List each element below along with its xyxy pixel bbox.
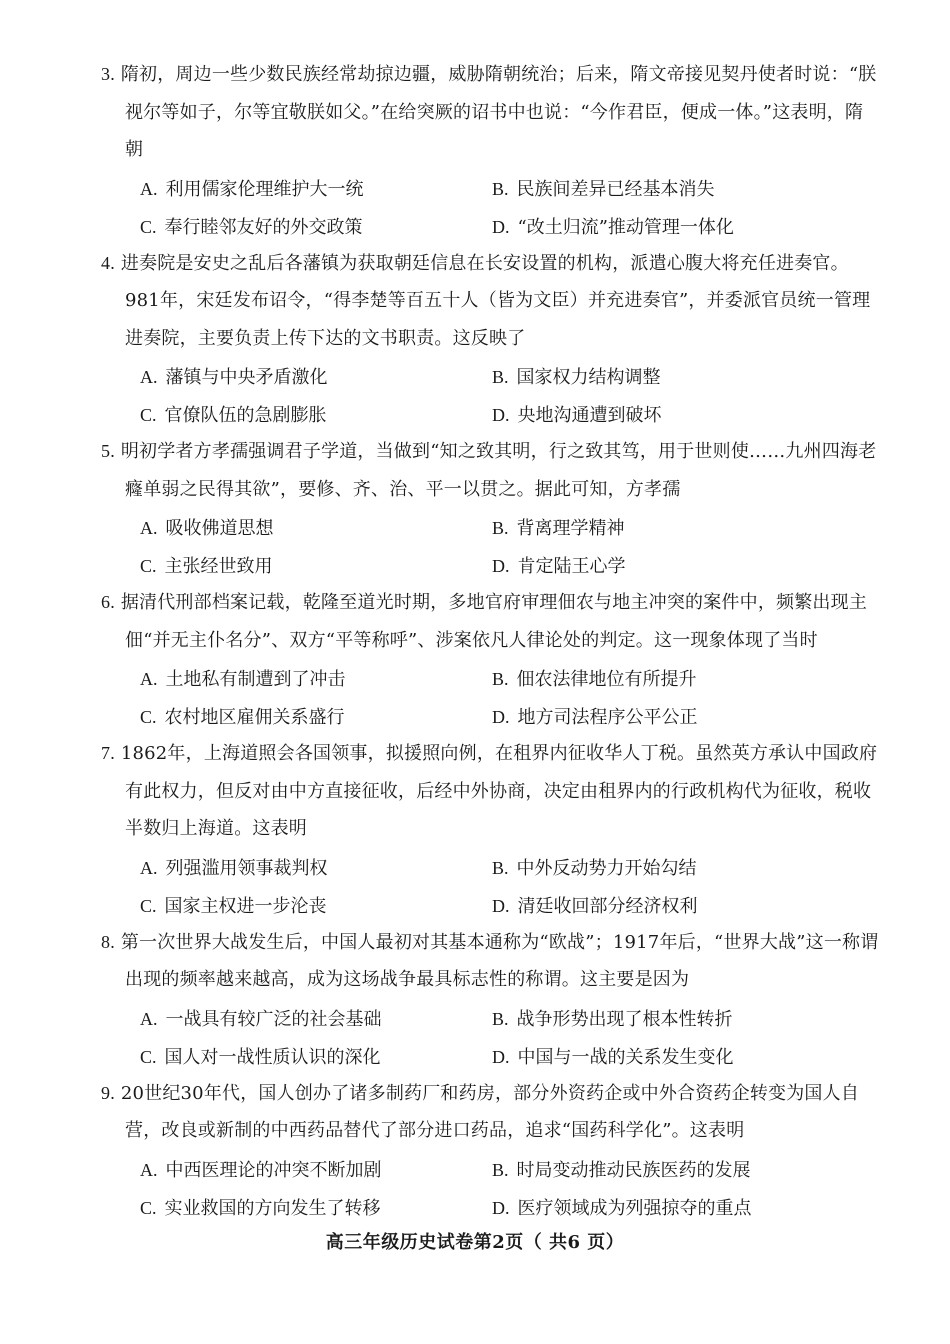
question-text: 隋初，周边一些少数民族经常劫掠边疆，威胁隋朝统治；后来，隋文帝接见契丹使者时说：“朕视尔等如子，尔等宜敬朕如父。”在给突厥的诏书中也说：“今作君臣，便成一体。”这表明，隋朝 xyxy=(120,64,877,160)
option-a xyxy=(140,175,492,201)
option-letter: D. xyxy=(492,556,510,576)
question-text: 1862年，上海道照会各国领事，拟援照向例，在租界内征收华人丁税。虽然英方承认中国政府有此权力，但反对由中方直接征收，后经中外协商，决定由租界内的行政机构代为征收，税收半数归上海道。这表明 xyxy=(120,743,878,839)
option-row xyxy=(140,508,900,546)
option-d xyxy=(492,401,844,427)
option-letter: B. xyxy=(492,367,509,387)
question-stem xyxy=(101,245,880,358)
option-text: 清廷收回部分经济权利 xyxy=(517,895,698,917)
option-row xyxy=(140,546,900,584)
question-stem xyxy=(101,924,880,999)
option-b xyxy=(492,514,844,540)
option-letter: B. xyxy=(492,518,509,538)
option-c xyxy=(140,703,492,729)
option-letter: C. xyxy=(140,895,157,916)
option-b xyxy=(492,665,844,691)
question-7 xyxy=(0,735,950,924)
option-list xyxy=(140,1150,900,1226)
option-text: 官僚队伍的急剧膨胀 xyxy=(164,405,327,426)
question-4 xyxy=(0,245,950,434)
option-d xyxy=(492,1194,844,1220)
option-a xyxy=(140,1005,492,1031)
question-list xyxy=(0,56,950,1226)
option-d xyxy=(492,552,844,578)
question-number: 5. xyxy=(101,441,115,461)
option-text: 医疗领域成为列强掠夺的重点 xyxy=(517,1197,752,1219)
option-c xyxy=(140,552,492,578)
option-letter: C. xyxy=(140,216,157,237)
option-row xyxy=(140,886,900,924)
option-list xyxy=(140,508,900,584)
option-text: 佃农法律地位有所提升 xyxy=(516,669,697,690)
question-3 xyxy=(0,56,950,245)
option-letter: A. xyxy=(140,669,158,689)
option-letter: D. xyxy=(492,707,510,727)
option-letter: D. xyxy=(492,1046,510,1067)
option-text: 列强滥用领事裁判权 xyxy=(165,857,328,879)
option-text: 国家权力结构调整 xyxy=(516,367,661,388)
option-text: 奉行睦邻友好的外交政策 xyxy=(164,216,363,238)
option-list xyxy=(140,169,900,245)
option-row xyxy=(140,659,900,697)
option-b xyxy=(492,1005,844,1031)
question-9 xyxy=(0,1075,950,1226)
option-text: 一战具有较广泛的社会基础 xyxy=(165,1008,382,1030)
question-stem xyxy=(101,433,880,508)
question-8 xyxy=(0,924,950,1075)
option-text: 利用儒家伦理维护大一统 xyxy=(165,178,364,200)
option-c xyxy=(140,1043,492,1069)
option-d xyxy=(492,1043,844,1069)
question-number: 7. xyxy=(101,743,115,763)
option-text: 藩镇与中央矛盾激化 xyxy=(165,367,328,388)
option-d xyxy=(492,892,844,918)
option-text: 战争形势出现了根本性转折 xyxy=(516,1008,733,1030)
option-c xyxy=(140,213,492,239)
option-letter: C. xyxy=(140,707,157,727)
option-letter: D. xyxy=(492,1197,510,1218)
option-a xyxy=(140,363,492,389)
option-row xyxy=(140,357,900,395)
question-text: 第一次世界大战发生后，中国人最初对其基本通称为“欧战”；1917年后，“世界大战”这一称谓出现的频率越来越高，成为这场战争最具标志性的称谓。这主要是因为 xyxy=(120,931,879,990)
option-b xyxy=(492,1156,844,1182)
option-letter: B. xyxy=(492,178,509,199)
option-text: 主张经世致用 xyxy=(164,556,273,577)
option-letter: A. xyxy=(140,1159,158,1180)
option-b xyxy=(492,363,844,389)
option-letter: C. xyxy=(140,1197,157,1218)
option-text: 央地沟通遭到破坏 xyxy=(517,405,662,426)
option-row xyxy=(140,395,900,433)
option-row xyxy=(140,848,900,886)
question-stem xyxy=(101,584,880,659)
option-letter: D. xyxy=(492,405,510,425)
option-letter: A. xyxy=(140,1008,158,1029)
question-stem xyxy=(101,1075,880,1150)
option-list xyxy=(140,659,900,735)
option-text: 国人对一战性质认识的深化 xyxy=(164,1046,381,1068)
option-letter: B. xyxy=(492,1008,509,1029)
option-letter: B. xyxy=(492,669,509,689)
option-c xyxy=(140,1194,492,1220)
option-text: 农村地区雇佣关系盛行 xyxy=(164,707,345,728)
option-a xyxy=(140,1156,492,1182)
option-text: 地方司法程序公平公正 xyxy=(517,707,698,728)
question-text: 进奏院是安史之乱后各藩镇为获取朝廷信息在长安设置的机构，派遣心腹大将充任进奏官。981年，宋廷发布诏令，“得李楚等百五十人（皆为文臣）并充进奏官”，并委派官员统一管理进奏院，主要负责上传下达的文书职责。这反映了 xyxy=(120,252,871,349)
option-text: 时局变动推动民族医药的发展 xyxy=(516,1159,751,1181)
question-text: 明初学者方孝孺强调君子学道，当做到“知之致其明，行之致其笃，用于世则使……九州四海老癃单弱之民得其欲”，要修、齐、治、平一以贯之。据此可知，方孝孺 xyxy=(120,441,877,500)
option-row xyxy=(140,207,900,245)
question-number: 9. xyxy=(101,1082,115,1103)
option-text: 实业救国的方向发生了转移 xyxy=(164,1197,381,1219)
question-number: 6. xyxy=(101,592,115,612)
option-letter: D. xyxy=(492,895,510,916)
option-row xyxy=(140,999,900,1037)
option-letter: B. xyxy=(492,1159,509,1180)
option-row xyxy=(140,169,900,207)
option-a xyxy=(140,665,492,691)
option-row xyxy=(140,1188,900,1226)
option-letter: D. xyxy=(492,216,510,237)
option-row xyxy=(140,1037,900,1075)
option-a xyxy=(140,854,492,880)
option-b xyxy=(492,854,844,880)
question-stem xyxy=(101,735,880,848)
option-a xyxy=(140,514,492,540)
option-text: 吸收佛道思想 xyxy=(165,518,274,539)
option-letter: A. xyxy=(140,178,158,199)
option-letter: C. xyxy=(140,556,157,576)
option-list xyxy=(140,848,900,924)
option-text: 民族间差异已经基本消失 xyxy=(516,178,715,200)
page-footer: 高三年级历史试卷第2页（ 共6 页） xyxy=(325,1232,625,1253)
option-text: 中外反动势力开始勾结 xyxy=(516,857,697,879)
option-text: 背离理学精神 xyxy=(516,518,625,539)
option-letter: C. xyxy=(140,405,157,425)
question-stem xyxy=(101,56,880,169)
option-list xyxy=(140,357,900,433)
question-number: 3. xyxy=(101,64,115,84)
question-5 xyxy=(0,433,950,584)
option-letter: C. xyxy=(140,1046,157,1067)
option-d xyxy=(492,213,844,239)
option-text: 中国与一战的关系发生变化 xyxy=(517,1046,734,1068)
option-row xyxy=(140,1150,900,1188)
option-text: 国家主权进一步沦丧 xyxy=(164,895,327,917)
option-text: 中西医理论的冲突不断加剧 xyxy=(165,1159,382,1181)
question-number: 4. xyxy=(101,252,115,273)
option-b xyxy=(492,175,844,201)
question-6 xyxy=(0,584,950,735)
option-letter: A. xyxy=(140,857,158,878)
option-row xyxy=(140,697,900,735)
option-c xyxy=(140,401,492,427)
option-letter: A. xyxy=(140,367,158,387)
question-text: 20世纪30年代，国人创办了诸多制药厂和药房，部分外资药企或中外合资药企转变为国人自营，改良或新制的中西药品替代了部分进口药品，追求“国药科学化”。这表明 xyxy=(120,1082,860,1141)
question-text: 据清代刑部档案记载，乾隆至道光时期，多地官府审理佃农与地主冲突的案件中，频繁出现主佃“并无主仆名分”、双方“平等称呼”、涉案依凡人律论处的判定。这一现象体现了当时 xyxy=(120,592,868,651)
option-d xyxy=(492,703,844,729)
option-text: 土地私有制遭到了冲击 xyxy=(165,669,346,690)
option-letter: A. xyxy=(140,518,158,538)
option-text: 肯定陆王心学 xyxy=(517,556,626,577)
option-list xyxy=(140,999,900,1075)
option-letter: B. xyxy=(492,857,509,878)
option-c xyxy=(140,892,492,918)
option-text: “改土归流”推动管理一体化 xyxy=(517,216,734,238)
question-number: 8. xyxy=(101,931,115,952)
